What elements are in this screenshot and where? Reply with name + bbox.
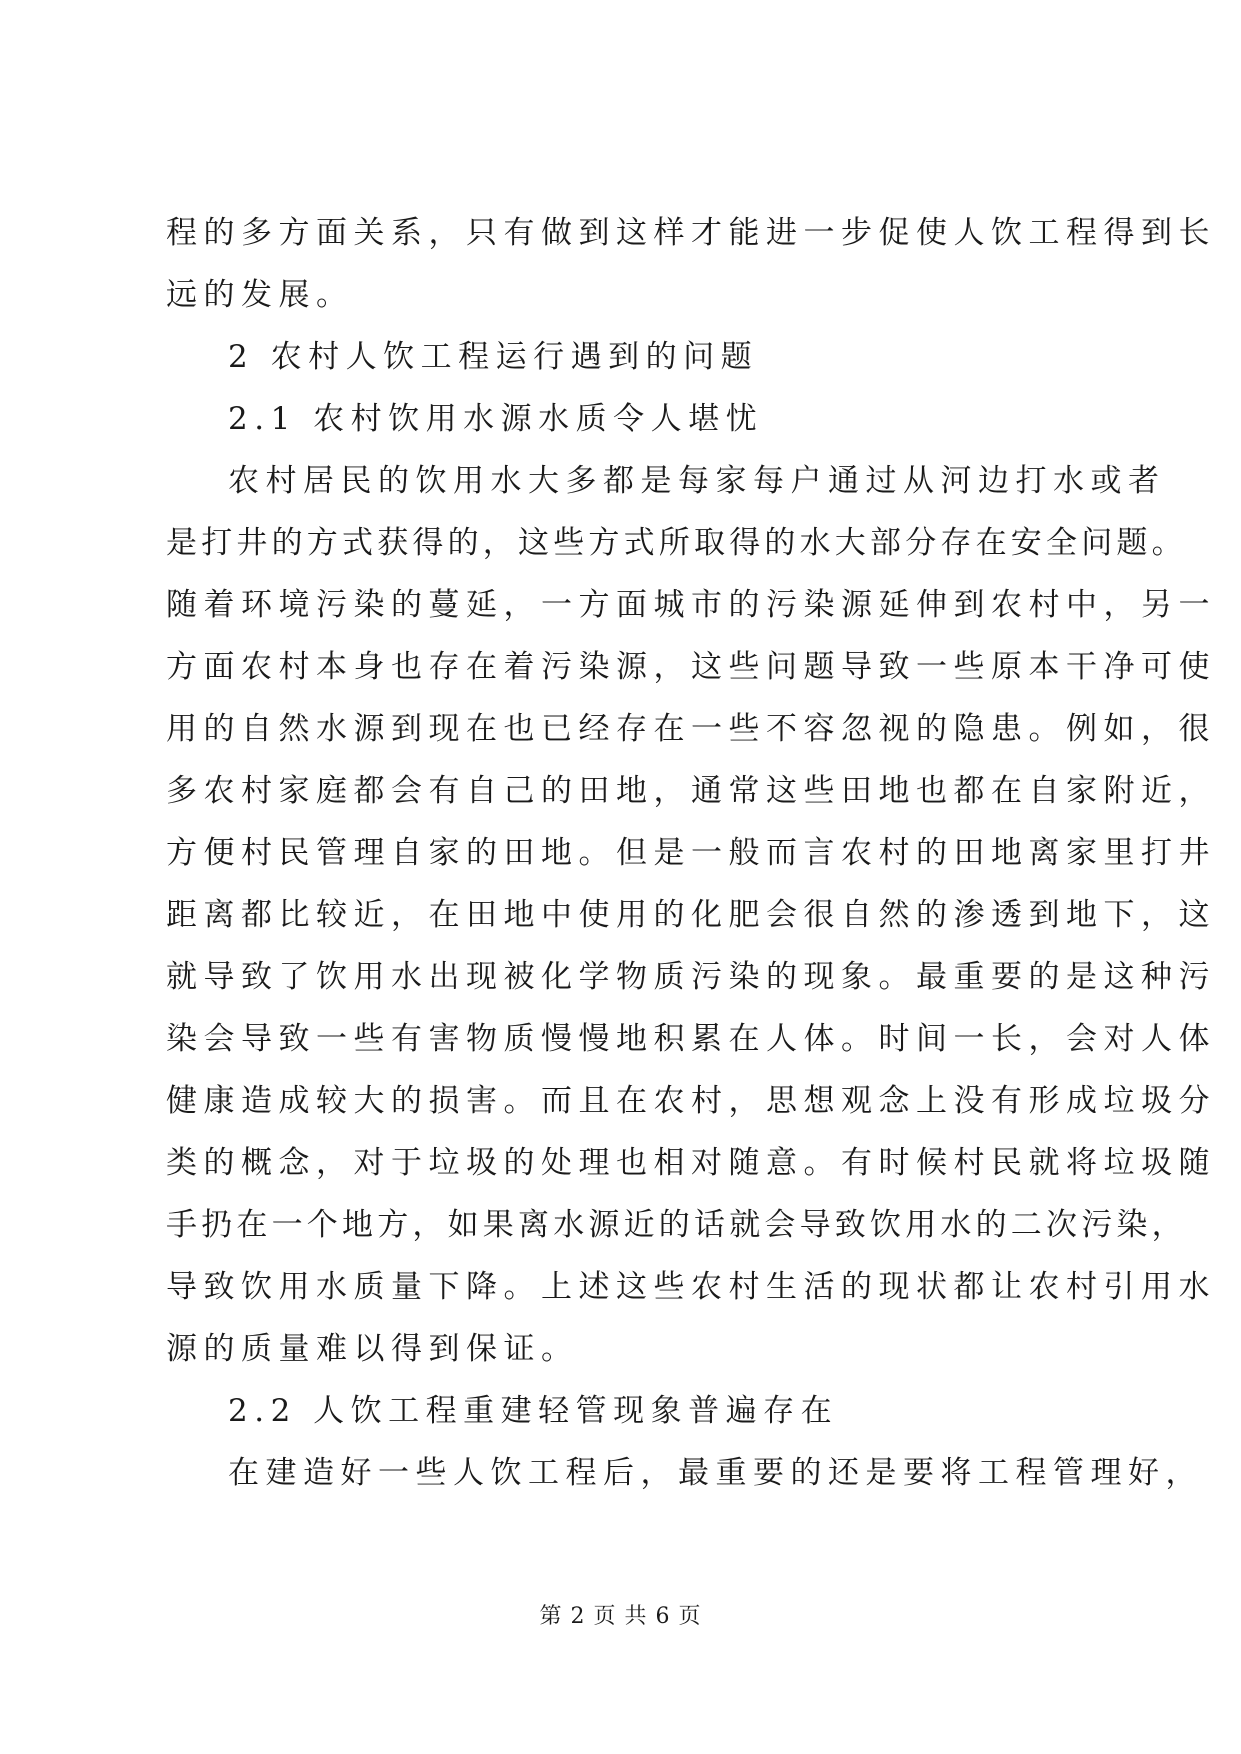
body-text-line: 健康造成较大的损害。而且在农村，思想观念上没有形成垃圾分 xyxy=(166,1083,1216,1119)
body-text-line: 距离都比较近，在田地中使用的化肥会很自然的渗透到地下，这 xyxy=(166,897,1216,933)
body-text-line: 类的概念，对于垃圾的处理也相对随意。有时候村民就将垃圾随 xyxy=(166,1145,1216,1181)
subsection-heading: 2.1 农村饮用水源水质令人堪忧 xyxy=(228,401,764,437)
page-footer: 第 2 页 共 6 页 xyxy=(539,1604,702,1629)
section-heading: 2 农村人饮工程运行遇到的问题 xyxy=(228,339,759,375)
body-text-line: 源的质量难以得到保证。 xyxy=(166,1331,579,1367)
body-text-line: 方便村民管理自家的田地。但是一般而言农村的田地离家里打井 xyxy=(166,835,1216,871)
body-text-line: 手扔在一个地方，如果离水源近的话就会导致饮用水的二次污染， xyxy=(166,1207,1187,1243)
subsection-heading: 2.2 人饮工程重建轻管现象普遍存在 xyxy=(228,1393,839,1429)
body-text-line: 在建造好一些人饮工程后，最重要的还是要将工程管理好， xyxy=(228,1455,1203,1491)
body-text-line: 导致饮用水质量下降。上述这些农村生活的现状都让农村引用水 xyxy=(166,1269,1216,1305)
body-text-line: 农村居民的饮用水大多都是每家每户通过从河边打水或者 xyxy=(228,463,1166,499)
body-text-line: 方面农村本身也存在着污染源，这些问题导致一些原本干净可使 xyxy=(166,649,1216,685)
body-text-line: 远的发展。 xyxy=(166,277,354,313)
body-text-line: 程的多方面关系，只有做到这样才能进一步促使人饮工程得到长 xyxy=(166,215,1216,251)
body-text-line: 就导致了饮用水出现被化学物质污染的现象。最重要的是这种污 xyxy=(166,959,1216,995)
body-text-line: 随着环境污染的蔓延，一方面城市的污染源延伸到农村中，另一 xyxy=(166,587,1216,623)
body-text-line: 多农村家庭都会有自己的田地，通常这些田地也都在自家附近， xyxy=(166,773,1216,809)
body-text-line: 是打井的方式获得的，这些方式所取得的水大部分存在安全问题。 xyxy=(166,525,1187,561)
body-text-line: 染会导致一些有害物质慢慢地积累在人体。时间一长，会对人体 xyxy=(166,1021,1216,1057)
body-text-line: 用的自然水源到现在也已经存在一些不容忽视的隐患。例如，很 xyxy=(166,711,1216,747)
